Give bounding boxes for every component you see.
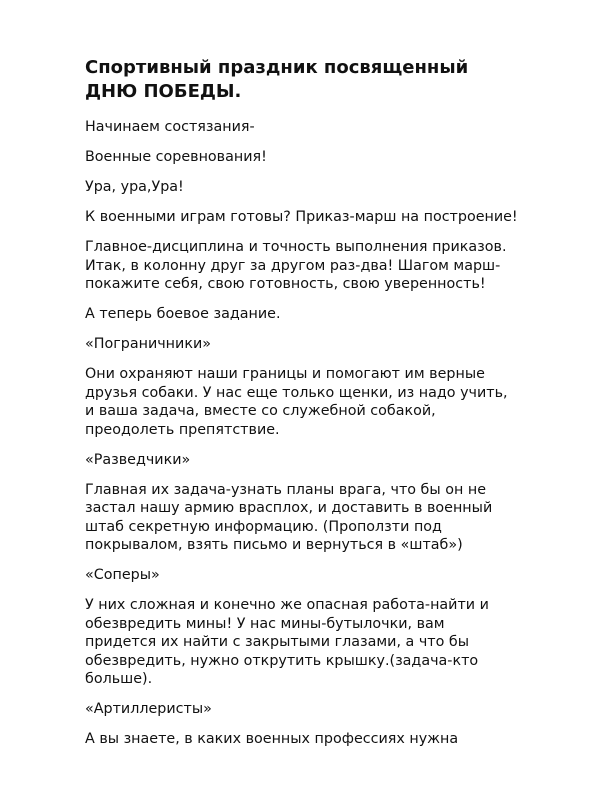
paragraph-scouts (85, 481, 575, 555)
text-line: А теперь боевое задание. (85, 306, 281, 322)
paragraph-intro (85, 118, 575, 137)
text-line: У них сложная и конечно же опасная работа-найти и (85, 597, 489, 613)
text-line: Итак, в колонну друг за другом раз-два! Шагом марш- (85, 257, 501, 274)
text-line: Главная их задача-узнать планы врага, что бы он не (85, 481, 486, 498)
paragraph-artillery (85, 730, 575, 749)
text-line: Военные соревнования! (85, 149, 267, 165)
text-line: «Артиллеристы» (85, 701, 212, 717)
text-line: покрывалом, взять письмо и вернуться в «штаб») (85, 537, 463, 553)
document-content (85, 56, 575, 760)
text-line: больше). (85, 671, 153, 687)
text-line: «Разведчики» (85, 451, 191, 468)
text-line: обезвредить мины! У нас мины-бутылочки, вам (85, 615, 445, 632)
text-line: Они охраняют наши границы и помогают им верные (85, 366, 485, 382)
title-line: Спортивный праздник посвященный (85, 57, 469, 78)
section-heading-border-guards (85, 335, 575, 354)
text-line: придется их найти с закрытыми глазами, а что бы (85, 634, 470, 650)
text-line: Ура, ура,Ура! (85, 179, 184, 195)
paragraph-border-guards (85, 365, 575, 439)
paragraph-competitions (85, 148, 575, 167)
text-line: Начинаем состязания- (85, 119, 255, 135)
section-heading-artillery (85, 700, 575, 719)
paragraph-discipline (85, 238, 575, 294)
text-line: А вы знаете, в каких военных профессиях нужна (85, 731, 459, 747)
text-line: преодолеть препятствие. (85, 421, 280, 438)
text-line: обезвредить, нужно открутить крышку.(задача-кто (85, 652, 479, 669)
text-line: и ваша задача, вместе со служебной собакой, (85, 403, 436, 419)
title-line: ДНЮ ПОБЕДЫ. (85, 81, 242, 102)
text-line: «Соперы» (85, 567, 160, 583)
text-line: застал нашу армию врасплох, и доставить в военный (85, 500, 493, 516)
paragraph-sappers (85, 596, 575, 689)
document-title (85, 56, 575, 104)
paragraph-mission (85, 305, 575, 324)
text-line: Главное-дисциплина и точность выполнения приказов. (85, 239, 507, 255)
text-line: К военными играм готовы? Приказ-марш на построение! (85, 209, 518, 225)
text-line: друзья собаки. У нас еще только щенки, из надо учить, (85, 384, 508, 401)
text-line: покажите себя, свою готовность, свою уверенность! (85, 276, 486, 292)
section-heading-sappers (85, 566, 575, 585)
paragraph-ready (85, 208, 575, 227)
text-line: штаб секретную информацию. (Проползти под (85, 518, 442, 535)
text-line: «Пограничники» (85, 336, 211, 352)
paragraph-hurray (85, 178, 575, 197)
section-heading-scouts (85, 451, 575, 470)
